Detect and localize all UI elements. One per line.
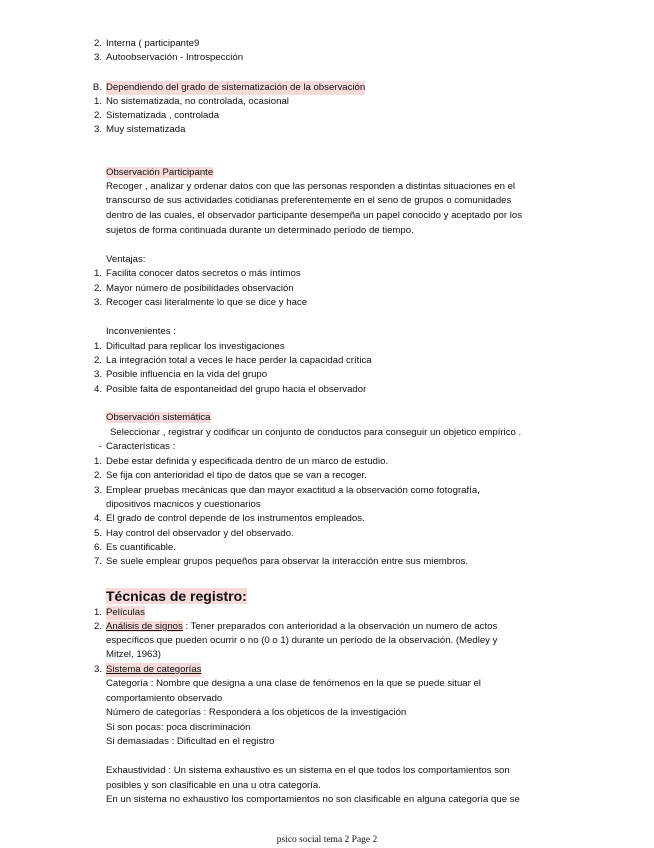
paragraph-line: Recoger , analizar y ordenar datos con que las personas responden a distintas situaciones en el — [106, 181, 516, 192]
paragraph-line: Seleccionar , registrar y codificar un conjunto de conductos para conseguir un objetico empírico . — [110, 427, 522, 438]
section-heading: Observación sistemática — [106, 412, 211, 423]
list-item-continuation: Mitzel, 1963) — [106, 649, 161, 660]
paragraph-line: Categoría : Nombre que designa a una clase de fenómenos en la que se puede situar el — [106, 678, 481, 689]
paragraph-line: transcurso de sus actividades cotidianas preferentemente en el seno de grupos o comunidades — [106, 195, 512, 206]
document-page: 2. Interna ( participante9 3. Autoobservación - Introspección B. Dependiendo del grado de sistematización de la observación 1. No sistematizada, no controlada, ocasional 2. Sistematizada , controlada 3. Muy sistematizada Observación Participante Recoger , analizar y ordenar datos con que las personas responden a distintas situaciones en el transcurso de sus actividades cotidianas preferentemente en el seno de grupos o comunidades dentro de las cuales, el observador participante desempeña un papel conocido y aceptado por los sujetos de forma continuada durante un determinado período de tiempo. Ventajas: 1. Facilita conocer datos secretos o más íntimos 2. Mayor número de posibilidades observación 3. Recoger casi literalmente lo que se dice y hace Inconvenientes : 1. Dificultad para replicar los investigaciones 2. La integración total a veces le hace perder la capacidad crítica 3. Posible influencia en la vida del grupo 4. Posible falta de espontaneidad del grupo hacia el observador Observación sistemática Seleccionar , registrar y codificar un conjunto de conductos para conseguir un objetico empírico . - Características : 1. Debe estar definida y especificada dentro de un marco de estudio. 2. Se fija con anterioridad el tipo de datos que se van a recoger. 3. Emplear pruebas mecánicas que dan mayor exactitud a la observación como fotografía, dipositivos macnicos y cuestionarios 4. El grado de control depende de los instrumentos empleados. 5. Hay control del observador y del observado. 6. Es cuantificable. 7. Se suele emplear grupos pequeños para observar la interacción entre sus miembros. Técnicas de registro: 1. Películas 2. Análisis de signos : Tener preparados con anterioridad a la observación un numero de actos específicos que pueden ocurrir o no (0 o 1) durante un período de la observación. (Medley y Mitzel, 1963) 3. Sistema de categorías Categoría : Nombre que designa a una clase de fenómenos en la que se puede situar el comportamiento observado Número de categorías : Responderá a los objeticos de la investigación Si son pocas: poca discriminación Si demasiadas : Dificultad en el registro Exhaustividad : Un sistema exhaustivo es un sistema en el que todos los comportamientos son posibles y son clasificable en una u otra categoría. En un sistema no exhaustivo los comportamientos no son clasificable en alguna categoría que se psico social tema 2 Page 2 — [0, 0, 654, 848]
list-item-continuation: dipositivos macnicos y cuestionarios — [106, 499, 261, 510]
paragraph-line: dentro de las cuales, el observador participante desempeña un papel conocido y aceptado por los — [106, 210, 523, 221]
section-heading: Observación Participante — [106, 167, 214, 178]
subheading: Ventajas: — [106, 254, 146, 265]
paragraph-line: comportamiento observado — [106, 693, 223, 704]
paragraph-line: En un sistema no exhaustivo los comportamientos no son clasificable en alguna categoría que se — [106, 794, 520, 805]
subheading: Inconvenientes : — [106, 326, 176, 337]
section-title: Técnicas de registro: — [106, 588, 247, 604]
paragraph-line: Si demasiadas : Dificultad en el registro — [106, 736, 275, 747]
paragraph-line: Si son pocas: poca discriminación — [106, 722, 251, 733]
paragraph-line: sujetos de forma continuada durante un determinado período de tiempo. — [106, 225, 414, 236]
list-item-continuation: específicos que pueden ocurrir o no (0 o 1) durante un período de la observación. (Medley y — [106, 635, 498, 646]
paragraph-line: Número de categorías : Responderá a los objeticos de la investigación — [106, 707, 407, 718]
paragraph-line: posibles y son clasificable en una u otra categoría. — [106, 780, 321, 791]
page-footer: psico social tema 2 Page 2 — [276, 835, 378, 845]
paragraph-line: Exhaustividad : Un sistema exhaustivo es un sistema en el que todos los comportamientos son — [106, 765, 510, 776]
